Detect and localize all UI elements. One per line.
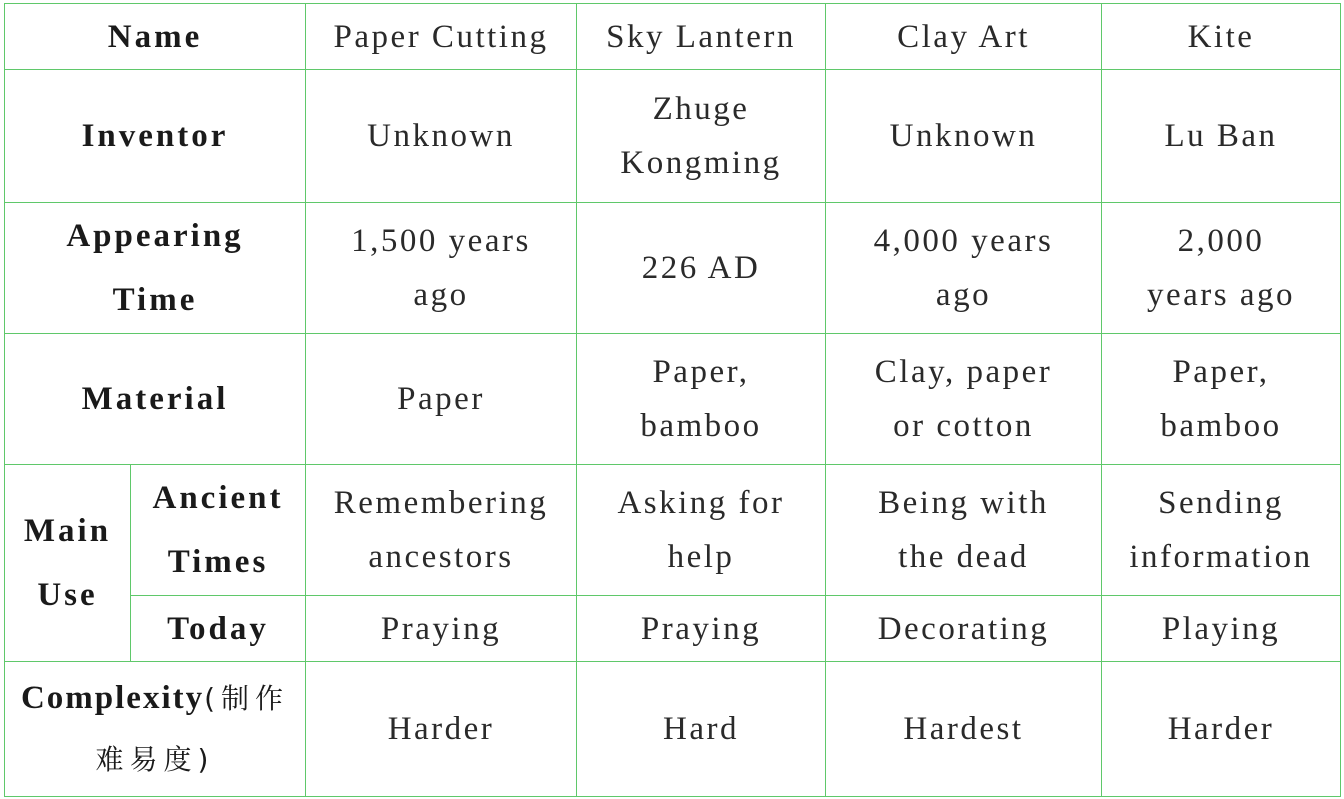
cell-time-kite-text: 2,000 years ago (1146, 223, 1296, 313)
column-header-paper-cutting: Paper Cutting (306, 4, 577, 70)
cell-material-paper-cutting: Paper (306, 334, 577, 465)
row-header-appearing-time-text: Appearing Time (66, 218, 244, 318)
cell-inventor-kite: Lu Ban (1102, 70, 1341, 203)
cell-inventor-clay-art: Unknown (826, 70, 1102, 203)
cell-ancient-kite-text: Sending information (1129, 485, 1313, 575)
column-header-kite: Kite (1102, 4, 1341, 70)
cell-time-kite (1102, 203, 1341, 334)
table-row-material (5, 334, 1341, 465)
row-header-complexity (5, 662, 306, 797)
comparison-table (4, 3, 1341, 797)
table-row-appearing-time (5, 203, 1341, 334)
cell-today-sky-lantern: Praying (577, 596, 826, 662)
column-header-clay-art: Clay Art (826, 4, 1102, 70)
row-header-complexity-label: Complexity (20, 680, 205, 716)
row-subheader-today: Today (131, 596, 306, 662)
table-row-main-use-ancient (5, 465, 1341, 596)
row-header-material: Material (5, 334, 306, 465)
cell-material-clay-art-text: Clay, paper or cotton (874, 354, 1053, 444)
cell-complexity-clay-art: Hardest (826, 662, 1102, 797)
cell-inventor-sky-lantern-text: Zhuge Kongming (620, 91, 782, 181)
cell-material-sky-lantern-text: Paper, bamboo (640, 354, 762, 444)
cell-ancient-kite (1102, 465, 1341, 596)
table-row-inventor (5, 70, 1341, 203)
cell-time-clay-art (826, 203, 1102, 334)
cell-inventor-sky-lantern (577, 70, 826, 203)
cell-inventor-paper-cutting: Unknown (306, 70, 577, 203)
table-row-name (5, 4, 1341, 70)
cell-ancient-paper-cutting-text: Remembering ancestors (333, 485, 549, 575)
cell-time-paper-cutting-text: 1,500 years ago (351, 223, 531, 313)
cell-today-kite: Playing (1102, 596, 1341, 662)
cell-material-kite (1102, 334, 1341, 465)
cell-ancient-clay-art-text: Being with the dead (878, 485, 1049, 575)
row-header-inventor: Inventor (5, 70, 306, 203)
row-header-name: Name (5, 4, 306, 70)
row-header-main-use (5, 465, 131, 662)
table-row-complexity (5, 662, 1341, 797)
row-header-appearing-time (5, 203, 306, 334)
cell-today-clay-art: Decorating (826, 596, 1102, 662)
cell-complexity-sky-lantern: Hard (577, 662, 826, 797)
cell-material-kite-text: Paper, bamboo (1160, 354, 1282, 444)
cell-ancient-sky-lantern (577, 465, 826, 596)
cell-ancient-sky-lantern-text: Asking for help (617, 485, 785, 575)
cell-time-sky-lantern: 226 AD (577, 203, 826, 334)
cell-ancient-clay-art (826, 465, 1102, 596)
cell-time-clay-art-text: 4,000 years ago (873, 223, 1054, 313)
row-header-complexity-note: (制作难易度) (95, 682, 290, 776)
cell-material-clay-art (826, 334, 1102, 465)
cell-material-sky-lantern (577, 334, 826, 465)
cell-ancient-paper-cutting (306, 465, 577, 596)
row-header-main-use-text: Main Use (23, 513, 112, 613)
column-header-sky-lantern: Sky Lantern (577, 4, 826, 70)
cell-complexity-kite: Harder (1102, 662, 1341, 797)
cell-today-paper-cutting: Praying (306, 596, 577, 662)
cell-time-paper-cutting (306, 203, 577, 334)
cell-complexity-paper-cutting: Harder (306, 662, 577, 797)
row-subheader-ancient-times (131, 465, 306, 596)
row-subheader-ancient-times-text: Ancient Times (152, 480, 284, 580)
table-row-main-use-today (5, 596, 1341, 662)
